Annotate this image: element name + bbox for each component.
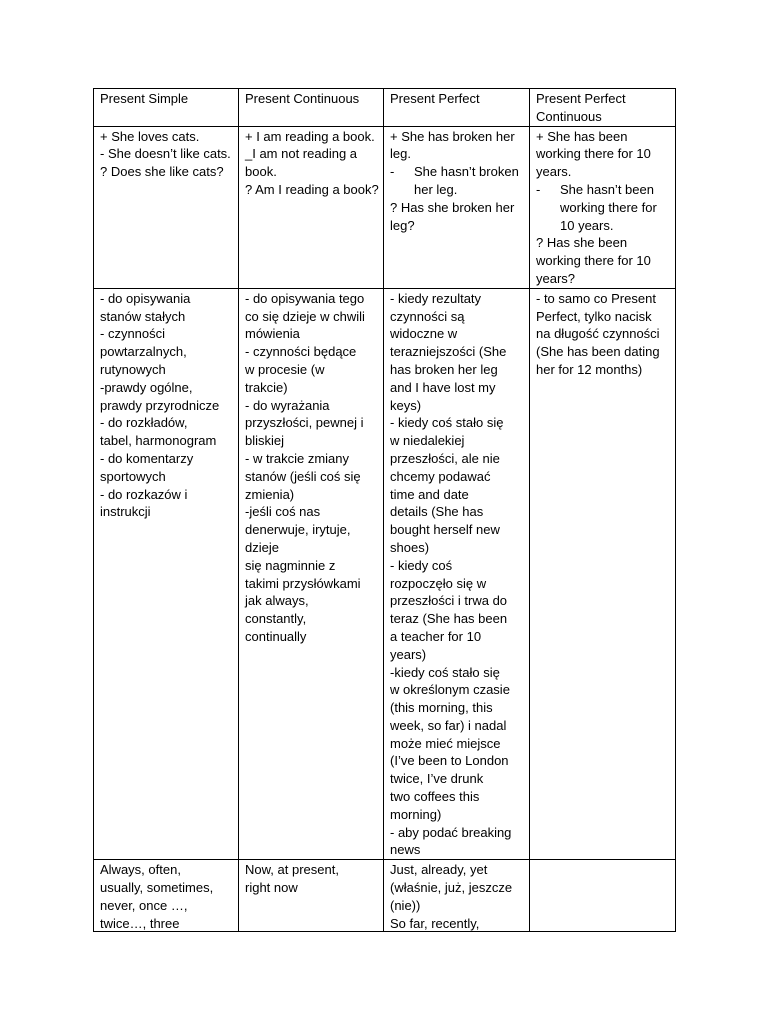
tenses-table (93, 88, 676, 932)
example-negative: - She doesn’t like cats. (100, 146, 231, 162)
usage-present-perfect-continuous: - to samo co Present Perfect, tylko nacisk na długość czynności (She has been dating her for 12 months) (530, 288, 676, 860)
examples-present-simple (94, 126, 239, 288)
example-negative-item (536, 181, 671, 234)
usage-present-simple: - do opisywania stanów stałych - czynności powtarzalnych, rutynowych -prawdy ogólne, prawdy przyrodnicze - do rozkładów, tabel, harmonogram - do komentarzy sportowych - do rozkazów i instrukcji (94, 288, 239, 860)
time-present-simple: Always, often, usually, sometimes, never, once …, twice…, three (94, 860, 239, 932)
examples-row (94, 126, 676, 288)
usage-row (94, 288, 676, 860)
example-question: ? Has she broken her leg? (390, 199, 515, 233)
example-positive: + She has been working there for 10 years. (536, 128, 651, 180)
example-question: ? Does she like cats? (100, 164, 224, 180)
usage-present-continuous: - do opisywania tego co się dzieje w chwili mówienia - czynności będące w procesie (w trakcie) - do wyrażania przyszłości, pewnej i bliskiej - w trakcie zmiany stanów (jeśli coś się zmienia) -jeśli coś nas denerwuje, irytuje, dzieje się nagminnie z takimi przysłówkami jak always, constantly, continually (239, 288, 384, 860)
example-positive: + She loves cats. (100, 128, 200, 144)
example-negative: She hasn’t been working there for 10 years. (560, 181, 657, 233)
usage-present-perfect: - kiedy rezultaty czynności są widoczne w terazniejszości (She has broken her leg and I have lost my keys) - kiedy coś stało się w niedalekiej przeszłości, ale nie chcemy podawać time and date details (She has bought herself new shoes) - kiedy coś rozpoczęło się w przeszłości i trwa do teraz (She has been a teacher for 10 years) -kiedy coś stało się w określonym czasie (this morning, this week, so far) i nadal może mieć miejsce (I’ve been to London twice, I’ve drunk two coffees this morning) - aby podać breaking news (384, 288, 530, 860)
example-question: ? Am I reading a book? (245, 181, 379, 197)
example-positive: + She has broken her leg. (390, 128, 515, 162)
header-present-perfect: Present Perfect (384, 89, 530, 127)
list-dash: - (536, 181, 541, 197)
header-row (94, 89, 676, 127)
example-negative-item (390, 163, 525, 199)
list-dash: - (390, 164, 395, 180)
header-present-simple: Present Simple (94, 89, 239, 127)
time-expressions-row (94, 860, 676, 932)
example-question: ? Has she been working there for 10 years? (536, 235, 651, 286)
examples-present-continuous (239, 126, 384, 288)
time-present-continuous: Now, at present, right now (239, 860, 384, 932)
example-positive: + I am reading a book. (245, 128, 375, 144)
header-present-continuous: Present Continuous (239, 89, 384, 127)
examples-present-perfect-continuous (530, 126, 676, 288)
time-present-perfect: Just, already, yet (właśnie, już, jeszcze (nie)) So far, recently, (384, 860, 530, 932)
example-negative: _I am not reading a book. (245, 146, 358, 180)
examples-present-perfect (384, 126, 530, 288)
example-negative: She hasn’t broken her leg. (414, 164, 519, 197)
time-present-perfect-continuous (530, 860, 676, 932)
header-present-perfect-continuous: Present Perfect Continuous (530, 89, 676, 127)
